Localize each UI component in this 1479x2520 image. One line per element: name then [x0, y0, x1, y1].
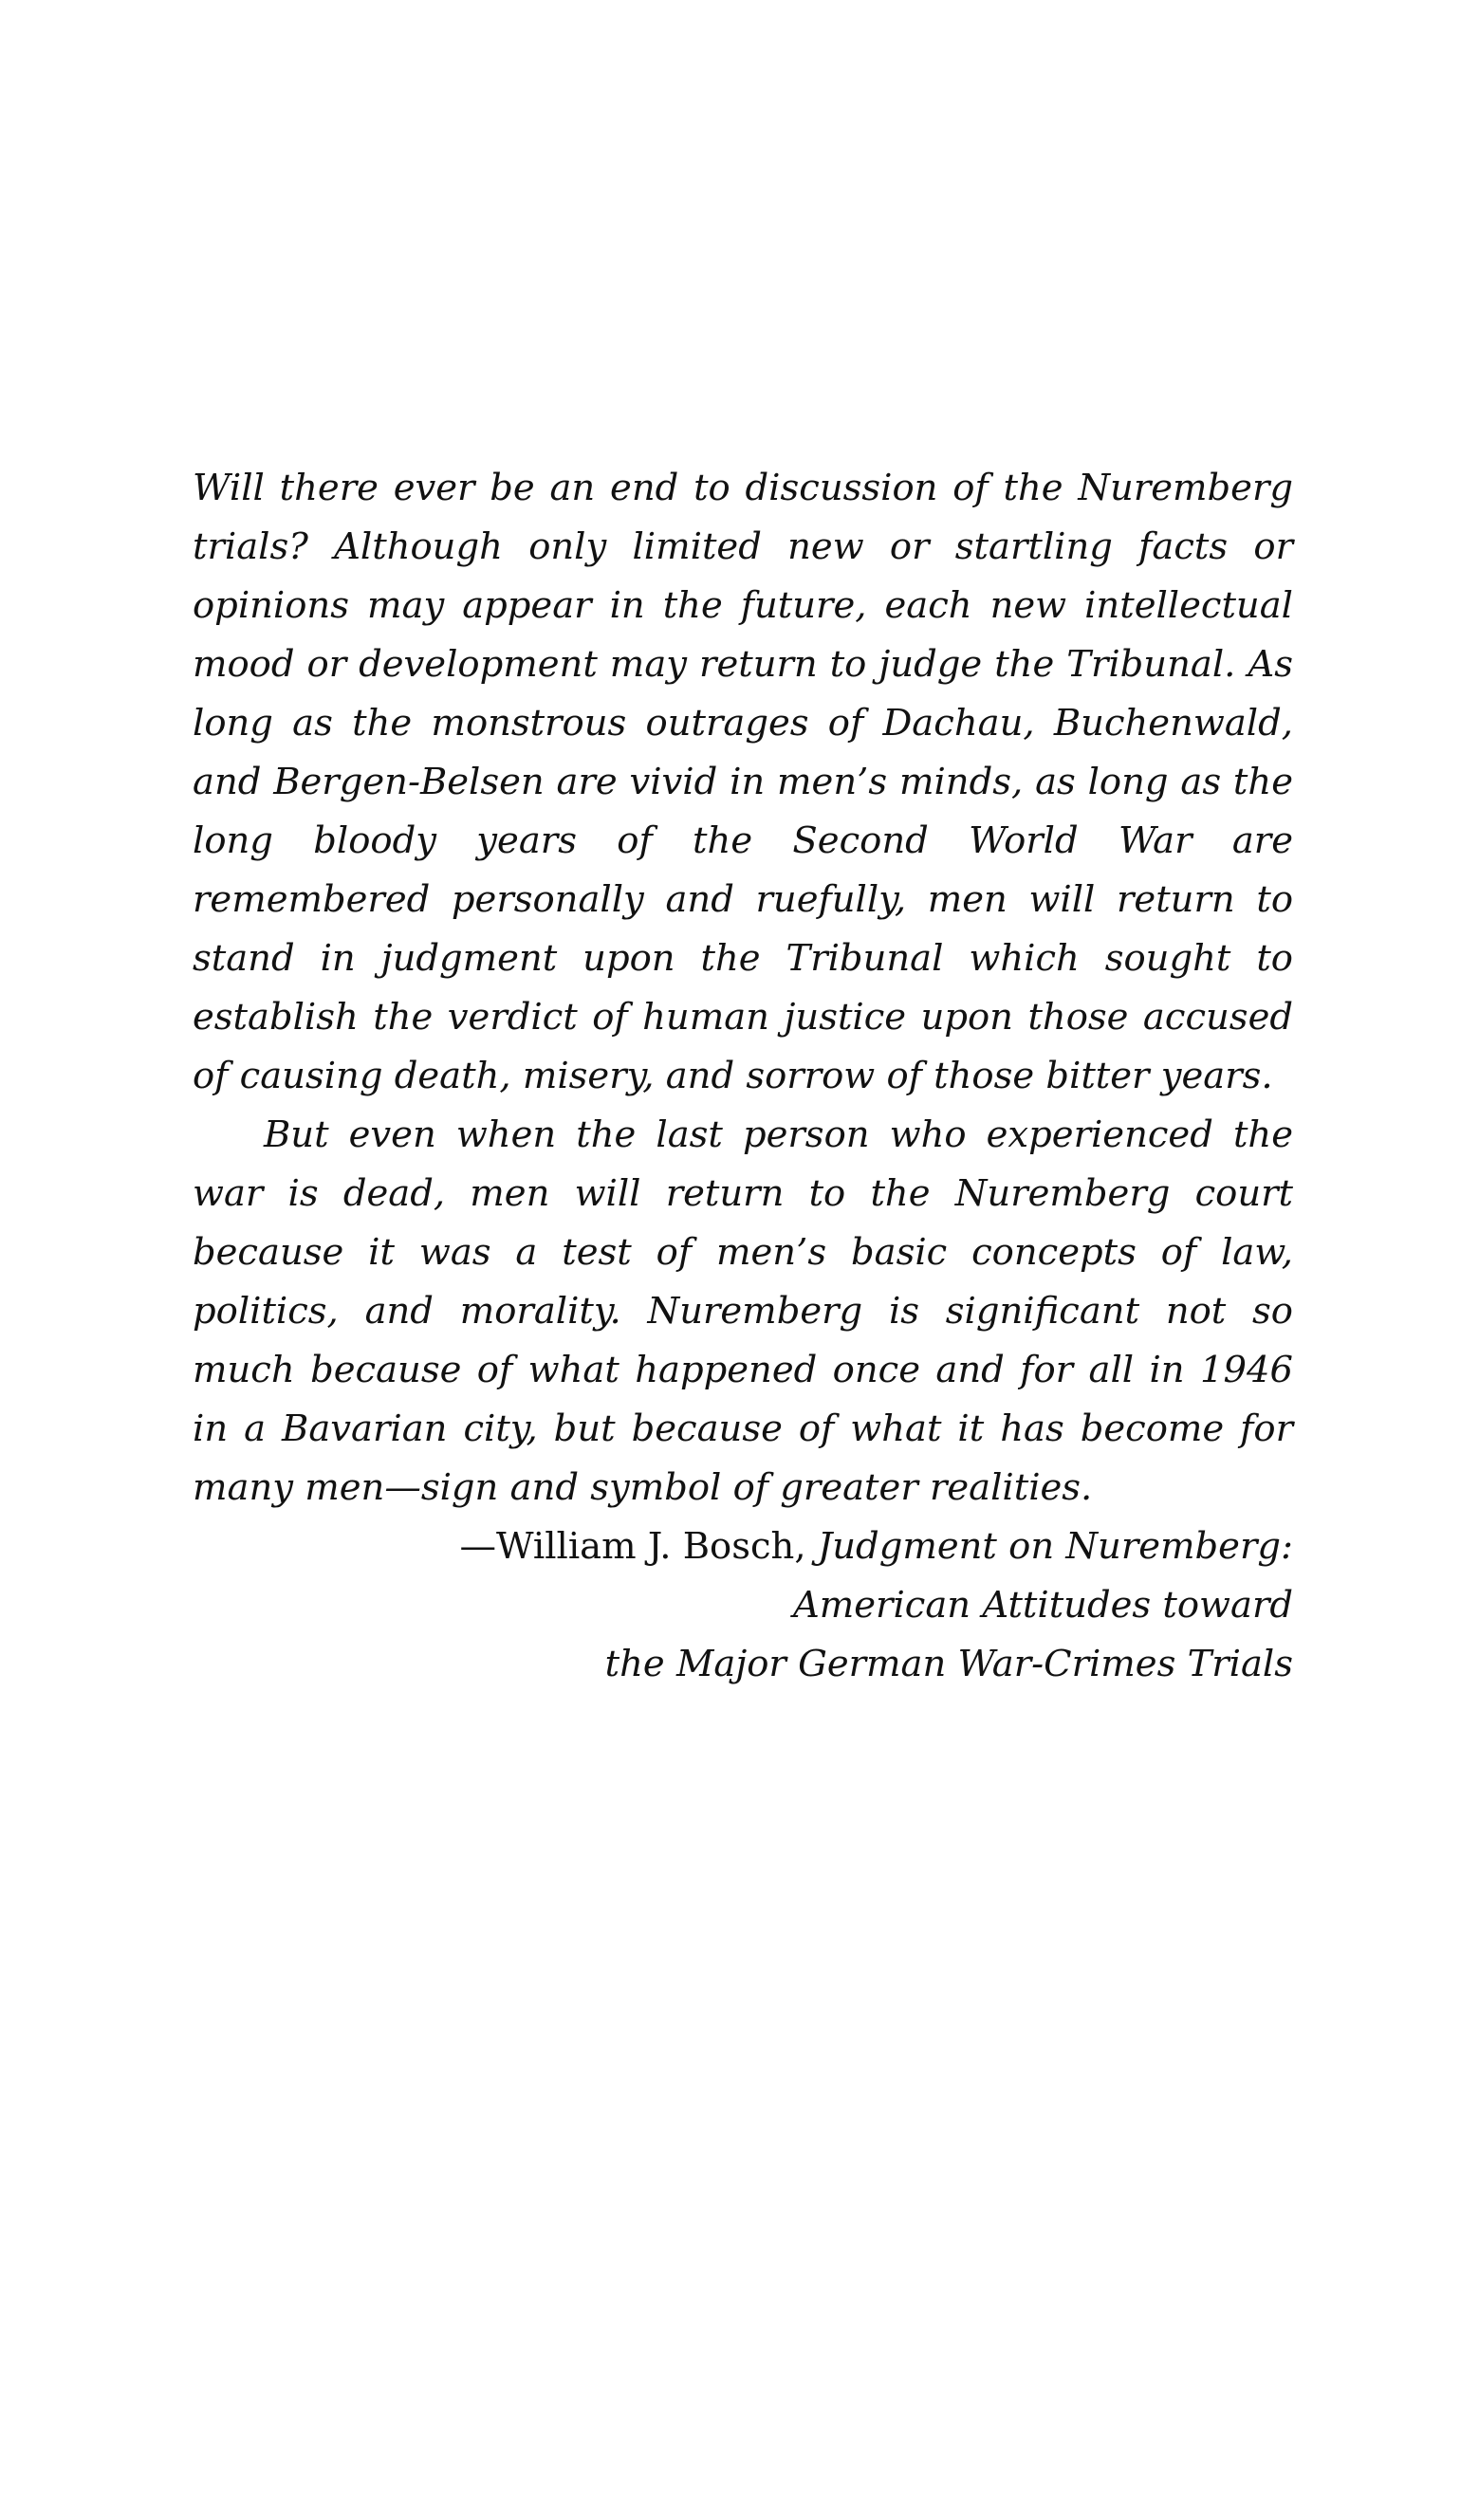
attribution-title-line-2: American Attitudes toward — [792, 1584, 1293, 1627]
attribution-line-1 — [193, 1518, 1293, 1576]
attribution-author: —William J. Bosch, — [459, 1525, 806, 1568]
epigraph — [193, 459, 1293, 1694]
attribution-title-line-1: Judgment on Nuremberg: — [817, 1525, 1293, 1568]
epigraph-paragraph-1: Will there ever be an end to discussion of the Nuremberg trials? Although only limited new or startling facts or opinions may appear in the future, each new intellectual mood or development may return to judge the Tribunal. As long as the monstrous outrages of Dachau, Buchenwald, and Bergen-Belsen are vivid in men’s minds, as long as the long bloody years of the Second World War are remembered personally and ruefully, men will return to stand in judgment upon the Tribunal which sought to establish the verdict of human justice upon those accused of causing death, misery, and sorrow of those bitter years. — [193, 467, 1293, 1097]
attribution-title-line-3: the Major German War-Crimes Trials — [604, 1643, 1293, 1685]
epigraph-attribution — [193, 1518, 1293, 1694]
epigraph-paragraph-2: But even when the last person who experienced the war is dead, men will return to the Nuremberg court because it was a test of men’s basic concepts of law, politics, and morality. Nuremberg is significant not so much because of what happened once and for all in 1946 in a Bavarian city, but because of what it has become for many men—sign and symbol of greater realities. — [193, 1113, 1293, 1509]
